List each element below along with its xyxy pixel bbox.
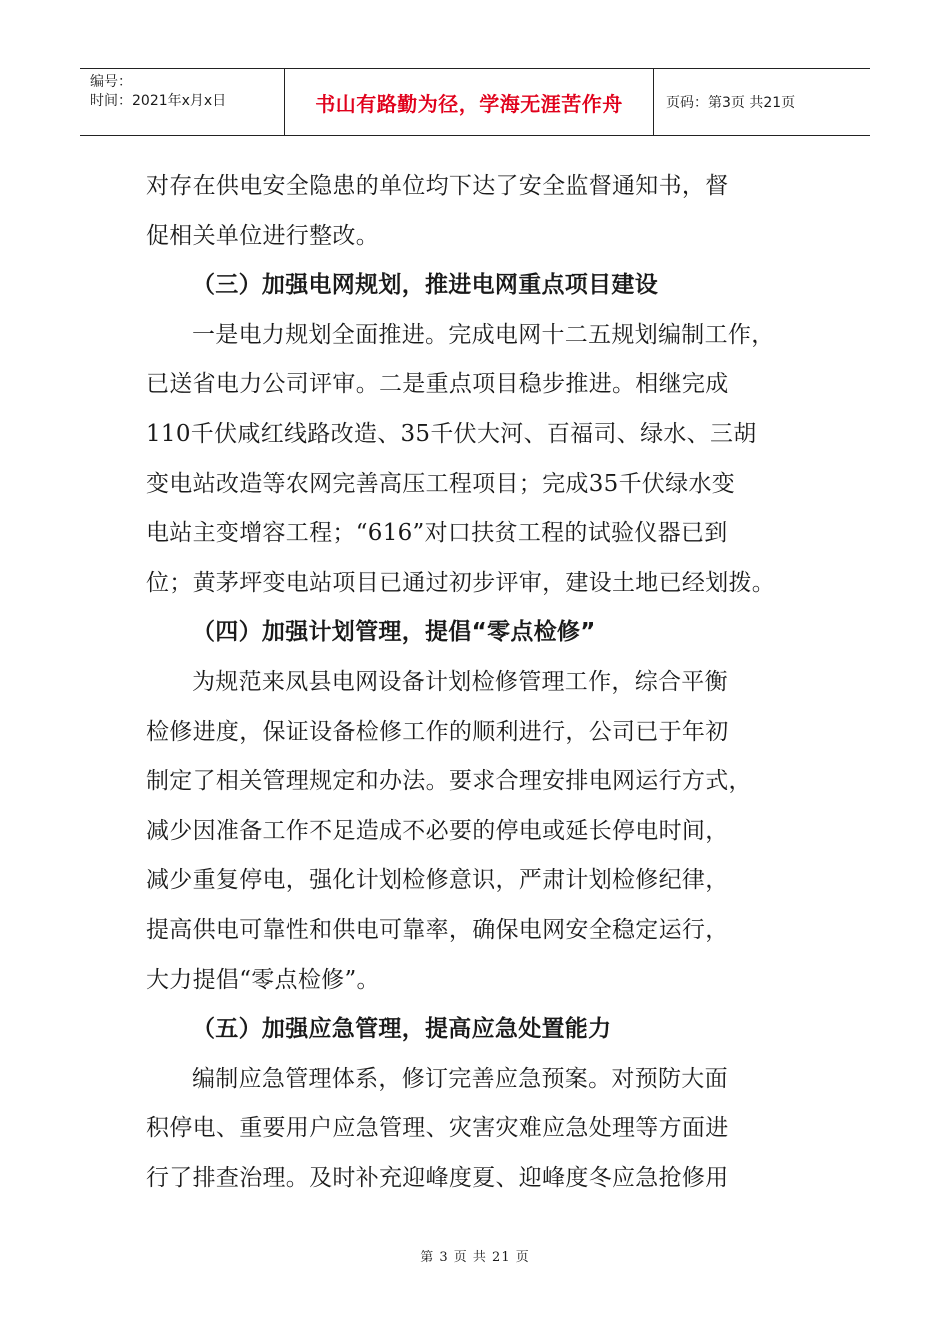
body-line: 位；黄茅坪变电站项目已通过初步评审，建设土地已经划拨。 (146, 569, 776, 596)
body-line: 检修进度，保证设备检修工作的顺利进行，公司已于年初 (146, 718, 729, 745)
document-number-label: 编号： (90, 74, 132, 90)
body-line: 制定了相关管理规定和办法。要求合理安排电网运行方式， (146, 768, 752, 795)
body-line: 一是电力规划全面推进。完成电网十二五规划编制工作， (192, 321, 775, 348)
body-line: 为规范来凤县电网设备计划检修管理工作，综合平衡 (192, 668, 728, 695)
section-heading: （四）加强计划管理，提倡“零点检修” (192, 619, 596, 646)
body-line: 行了排查治理。及时补充迎峰度夏、迎峰度冬应急抢修用 (146, 1164, 729, 1191)
section-heading: （三）加强电网规划，推进电网重点项目建设 (192, 272, 658, 299)
body-line: 编制应急管理体系，修订完善应急预案。对预防大面 (192, 1065, 728, 1092)
body-line: 变电站改造等农网完善高压工程项目；完成35千伏绿水变 (146, 470, 736, 497)
body-line: 促相关单位进行整改。 (146, 222, 379, 249)
body-line: 积停电、重要用户应急管理、灾害灾难应急处理等方面进 (146, 1115, 729, 1142)
page-header (80, 68, 870, 136)
document-body (146, 162, 826, 1203)
body-line: 减少重复停电，强化计划检修意识，严肃计划检修纪律， (146, 867, 729, 894)
body-line: 大力提倡“零点检修”。 (146, 966, 380, 993)
section-heading: （五）加强应急管理，提高应急处置能力 (192, 1016, 612, 1043)
page-footer: 第 3 页 共 21 页 (420, 1250, 530, 1265)
body-line: 110千伏咸红线路改造、35千伏大河、百福司、绿水、三胡 (146, 420, 757, 447)
document-date: 时间：2021年x月x日 (90, 93, 227, 109)
header-meta (80, 69, 284, 135)
header-page-info: 页码：第3页 共21页 (666, 95, 796, 111)
body-line: 减少因准备工作不足造成不必要的停电或延长停电时间， (146, 817, 729, 844)
body-line: 提高供电可靠性和供电可靠率，确保电网安全稳定运行， (146, 916, 729, 943)
body-line: 已送省电力公司评审。二是重点项目稳步推进。相继完成 (146, 371, 729, 398)
header-motto: 书山有路勤为径，学海无涯苦作舟 (284, 69, 654, 135)
body-line: 对存在供电安全隐患的单位均下达了安全监督通知书，督 (146, 173, 729, 199)
body-line: 电站主变增容工程；“616”对口扶贫工程的试验仪器已到 (146, 520, 728, 547)
